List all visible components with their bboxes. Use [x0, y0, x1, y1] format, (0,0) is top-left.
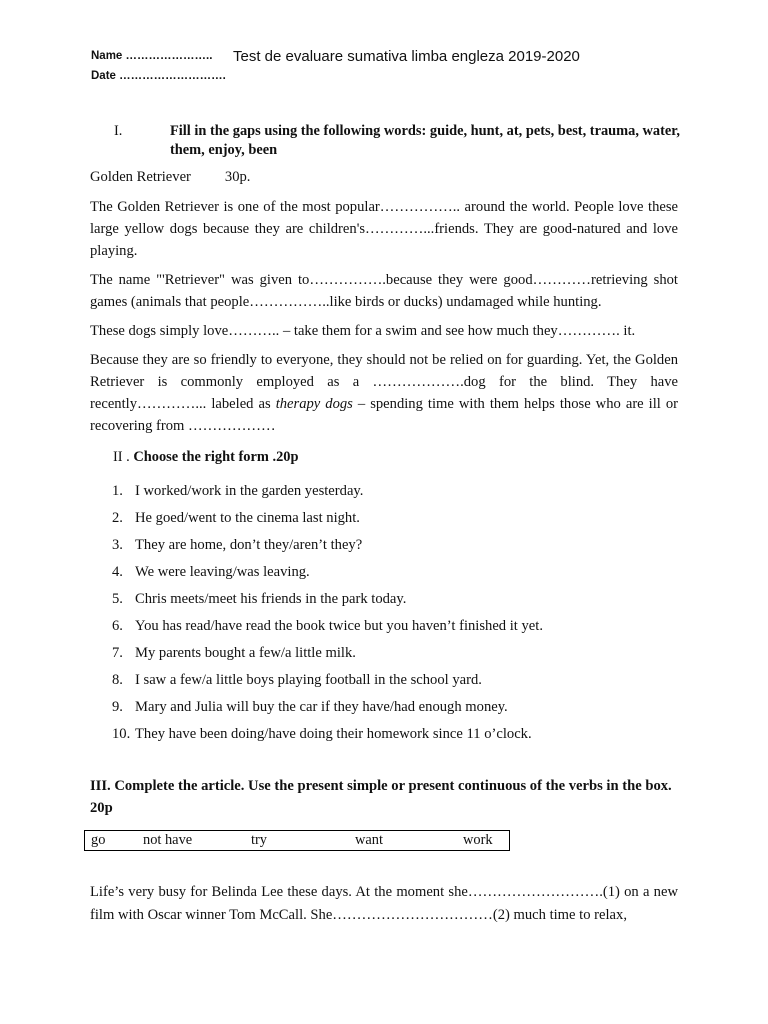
- section-2-heading-text: Choose the right form .20p: [133, 449, 299, 465]
- test-title: Test de evaluare sumativa limba engleza 2019-2020: [233, 48, 580, 65]
- item-text: They have been doing/have doing their homework since 11 o’clock.: [135, 726, 532, 742]
- item-number: 7.: [112, 645, 123, 661]
- list-item: [90, 642, 690, 669]
- item-number: 1.: [112, 483, 123, 499]
- verb-word: go: [91, 832, 106, 848]
- verb-word: want: [355, 832, 383, 848]
- section-3-heading: III. Complete the article. Use the present simple or present continuous of the verbs in the box. 20p: [90, 778, 672, 816]
- choose-form-list: [90, 480, 690, 750]
- item-number: 4.: [112, 564, 123, 580]
- item-number: 10.: [112, 726, 131, 742]
- date-line: Date ……………………….: [91, 70, 226, 82]
- item-text: My parents bought a few/a little milk.: [135, 645, 356, 661]
- item-text: I worked/work in the garden yesterday.: [135, 483, 364, 499]
- list-item: [90, 615, 690, 642]
- list-item: [90, 480, 690, 507]
- verb-box: [84, 830, 510, 851]
- paragraph-4-start: Because they are so friendly to everyone, they should not be relied on for guarding. Yet, the Golden Retriever is commonly employed as a ……………….dog for the blind. They have recently…………... labeled as: [90, 352, 678, 412]
- list-item: [90, 534, 690, 561]
- list-item: [90, 723, 690, 750]
- passage-paragraph-4: [90, 349, 678, 437]
- therapy-dogs-term: therapy dogs: [275, 396, 353, 412]
- item-number: 8.: [112, 672, 123, 688]
- passage-paragraph-1: The Golden Retriever is one of the most popular…………….. around the world. People love these large yellow dogs because they are children's…………...friends. They are good-natured and love playing.: [90, 199, 678, 259]
- verb-word: try: [251, 832, 267, 848]
- item-number: 9.: [112, 699, 123, 715]
- item-text: We were leaving/was leaving.: [135, 564, 310, 580]
- list-item: [90, 507, 690, 534]
- passage-paragraph-2: The name "'Retriever" was given to…………….because they were good…………retrieving shot games (animals that people……………..like birds or ducks) undamaged while hunting.: [90, 272, 678, 310]
- section-1-numeral: I.: [114, 123, 123, 139]
- verb-word: not have: [143, 832, 193, 848]
- item-number: 2.: [112, 510, 123, 526]
- list-item: [90, 588, 690, 615]
- section-1-instruction: [114, 122, 684, 160]
- list-item: [90, 669, 690, 696]
- name-line: Name …………………..: [91, 50, 213, 62]
- item-number: 6.: [112, 618, 123, 634]
- item-text: They are home, don’t they/aren’t they?: [135, 537, 363, 553]
- section-2-numeral: II .: [113, 449, 130, 465]
- passage-title: Golden Retriever: [90, 169, 191, 185]
- article-paragraph: Life’s very busy for Belinda Lee these days. At the moment she……………………….(1) on a new film with Oscar winner Tom McCall. She……………………………(2) much time to relax,: [90, 884, 678, 923]
- paragraph-4-end: – spending time with them helps those who are ill or recovering from ………………: [90, 396, 679, 434]
- list-item: [90, 561, 690, 588]
- item-number: 5.: [112, 591, 123, 607]
- item-number: 3.: [112, 537, 123, 553]
- section-1-instruction-text: Fill in the gaps using the following words: guide, hunt, at, pets, best, trauma, water, them, enjoy, been: [170, 123, 680, 158]
- item-text: Chris meets/meet his friends in the park today.: [135, 591, 407, 607]
- passage-subtitle: [90, 169, 250, 186]
- item-text: He goed/went to the cinema last night.: [135, 510, 360, 526]
- item-text: Mary and Julia will buy the car if they have/had enough money.: [135, 699, 508, 715]
- item-text: You has read/have read the book twice but you haven’t finished it yet.: [135, 618, 543, 634]
- passage-paragraph-3: These dogs simply love……….. – take them for a swim and see how much they…………. it.: [90, 323, 636, 339]
- section-2-heading: [113, 449, 298, 466]
- item-text: I saw a few/a little boys playing football in the school yard.: [135, 672, 482, 688]
- section-1-points: 30p.: [224, 169, 251, 185]
- list-item: [90, 696, 690, 723]
- verb-word: work: [463, 832, 493, 848]
